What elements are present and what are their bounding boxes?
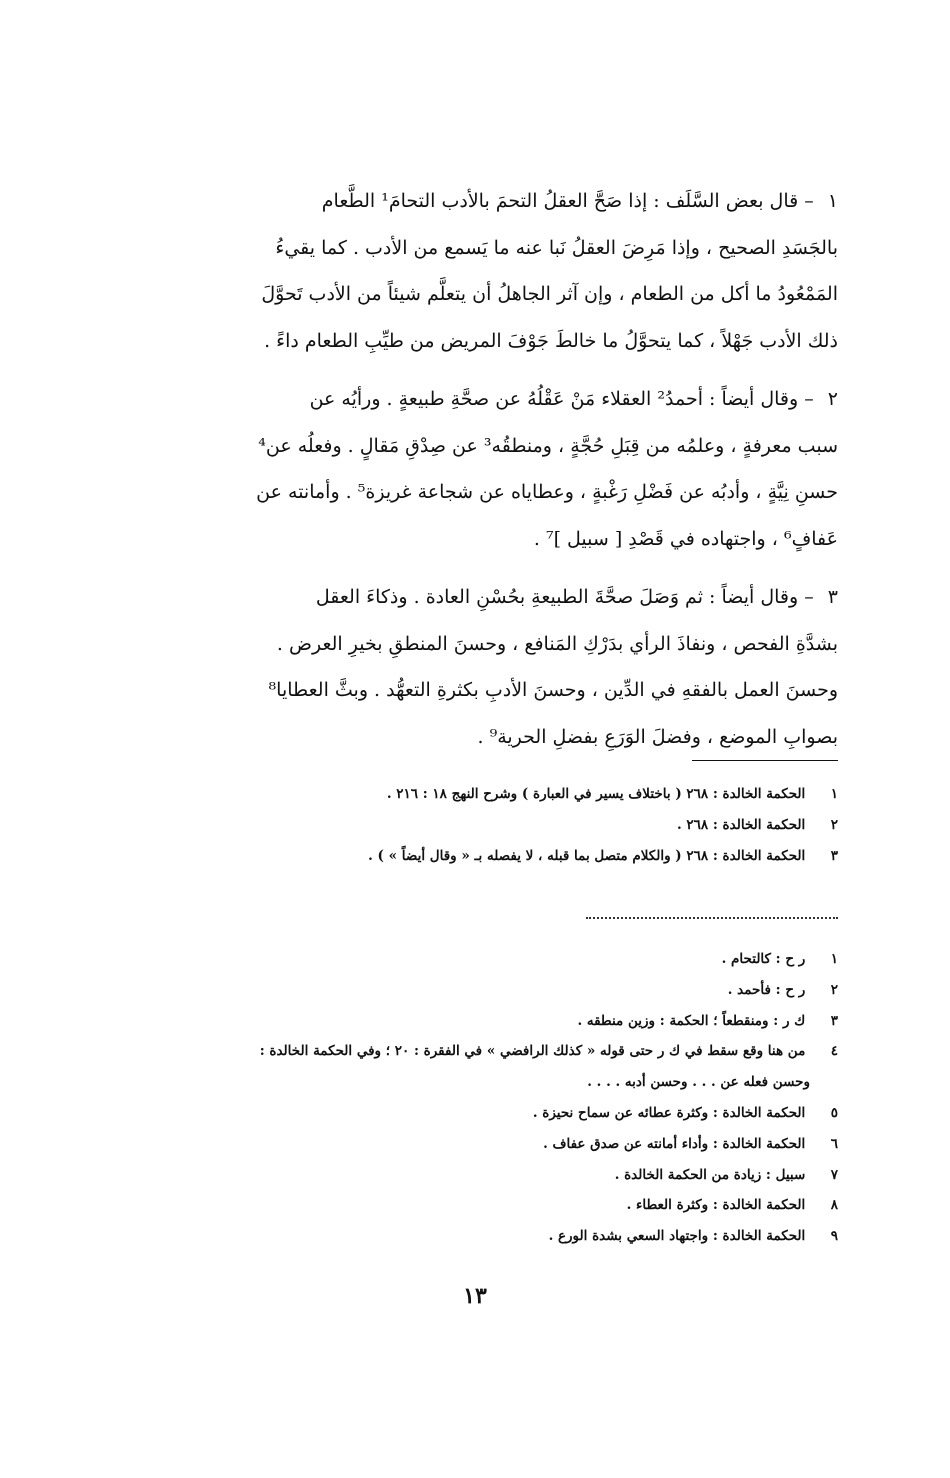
paragraph-number: ٣ bbox=[827, 586, 838, 608]
note-number: ٢ bbox=[830, 817, 838, 833]
note-text: وحسن فعله عن . . . وحسن أدبه . . . . bbox=[587, 1074, 810, 1091]
variant-note bbox=[98, 1190, 838, 1221]
paragraph-2 bbox=[118, 376, 838, 562]
variant-note bbox=[98, 1006, 838, 1037]
variant-note bbox=[98, 975, 838, 1006]
text-line: – وقال أيضاً : ثم وَصَلَ صحَّةَ الطبيعةِ بحُسْنِ العادة . وذكاءَ العقل bbox=[315, 586, 814, 608]
note-number: ١ bbox=[830, 786, 838, 802]
note-text: الحكمة الخالدة : ٢٦٨ . bbox=[677, 817, 806, 833]
source-note bbox=[118, 841, 838, 872]
paragraph-number: ١ bbox=[827, 190, 838, 212]
source-note bbox=[118, 810, 838, 841]
note-text: الحكمة الخالدة : وكثرة عطائه عن سماح نحيزة . bbox=[532, 1104, 806, 1121]
paragraph-3 bbox=[118, 574, 838, 760]
note-text: الحكمة الخالدة : واجتهاد السعي بشدة الورع . bbox=[548, 1228, 806, 1245]
text-line: المَمْعُودُ ما أكل من الطعام ، وإن آثر الجاهلُ أن يتعلَّم شيئاً من الأدب تَحوَّلَ bbox=[261, 283, 838, 305]
note-text: ر ح : فأحمد . bbox=[727, 981, 806, 998]
text-line: ذلك الأدب جَهْلاً ، كما يتحوَّلُ ما خالطَ جَوْفَ المريض من طيِّبِ الطعام داءً . bbox=[264, 329, 838, 352]
text-line: عَفافٍ⁶ ، واجتهاده في قَصْدِ [ سبيل ]⁷ . bbox=[533, 527, 838, 550]
page-number: ١٣ bbox=[463, 1283, 487, 1309]
text-line: بالجَسَدِ الصحيح ، وإذا مَرِضَ العقلُ نَبا عنه ما يَسمع من الأدب . كما يقيءُ bbox=[275, 236, 838, 259]
note-number: ١ bbox=[830, 951, 838, 967]
variant-note bbox=[98, 1160, 838, 1191]
note-text: من هنا وقع سقط في ك ر حتى قوله « كذلك الرافضي » في الفقرة : ٢٠ ؛ وفي الحكمة الخالدة : bbox=[259, 1043, 806, 1060]
note-number: ٥ bbox=[830, 1104, 838, 1121]
note-number: ٧ bbox=[830, 1166, 838, 1183]
variant-note bbox=[98, 1036, 838, 1067]
text-line: بشدَّةِ الفحص ، ونفاذَ الرأي بدَرْكِ المَنافع ، وحسنَ المنطقِ بخيرِ العرض . bbox=[276, 632, 838, 655]
note-text: ر ح : كالتحام . bbox=[721, 951, 806, 967]
paragraph-number: ٢ bbox=[827, 388, 838, 410]
note-number: ٣ bbox=[830, 1012, 838, 1029]
text-line: سبب معرفةٍ ، وعلمُه من قِبَلِ حُجَّةٍ ، ومنطقُه³ عن صِدْقِ مَقالٍ . وفعلُه عن⁴ bbox=[258, 434, 838, 457]
source-note bbox=[118, 779, 838, 810]
note-number: ٢ bbox=[830, 981, 838, 998]
text-line: حسنِ نِيَّةٍ ، وأدبُه عن فَضْلِ رَغْبةٍ ، وعطاياه عن شجاعة غريزة⁵ . وأمانته عن bbox=[256, 481, 838, 503]
note-text: ك ر : ومنقطعاً ؛ الحكمة : وزين منطقه . bbox=[577, 1012, 806, 1029]
note-text: الحكمة الخالدة : وأداء أمانته عن صدق عفاف . bbox=[543, 1135, 806, 1152]
dotted-divider bbox=[586, 917, 838, 919]
variant-note bbox=[98, 1098, 838, 1129]
text-line: وحسنَ العمل بالفقهِ في الدِّين ، وحسنَ الأدبِ بكثرةِ التعهُّد . وبثَّ العطايا⁸ bbox=[268, 679, 838, 701]
note-text: الحكمة الخالدة : ٢٦٨ ( باختلاف يسير في العبارة ) وشرح النهج ١٨ : ٢١٦ . bbox=[386, 786, 806, 802]
main-text bbox=[118, 178, 838, 772]
variant-note bbox=[98, 1221, 838, 1252]
note-text: سبيل : زيادة من الحكمة الخالدة . bbox=[614, 1166, 806, 1183]
text-line: – قال بعض السَّلَف : إذا صَحَّ العقلُ التحمَ بالأدب التحامَ¹ الطَّعام bbox=[321, 190, 814, 212]
note-number: ٣ bbox=[830, 848, 838, 864]
note-text: الحكمة الخالدة : ٢٦٨ ( والكلام متصل بما قبله ، لا يفصله بـ « وقال أيضاً » ) . bbox=[368, 848, 806, 864]
text-line: بصوابِ الموضع ، وفضلَ الوَرَعِ بفضلِ الحرية⁹ . bbox=[477, 725, 838, 748]
source-notes bbox=[118, 760, 838, 872]
note-text: الحكمة الخالدة : وكثرة العطاء . bbox=[626, 1197, 806, 1214]
note-number: ٤ bbox=[830, 1043, 838, 1060]
footnote-divider bbox=[692, 760, 838, 761]
note-number: ٦ bbox=[830, 1135, 838, 1152]
paragraph-1 bbox=[118, 178, 838, 364]
text-line: – وقال أيضاً : أحمدُ² العقلاء مَنْ عَقْلُهُ عن صحَّةِ طبيعةٍ . ورأيُه عن bbox=[309, 388, 814, 410]
variant-note bbox=[98, 1129, 838, 1160]
note-number: ٨ bbox=[830, 1197, 838, 1214]
variant-note bbox=[98, 944, 838, 975]
variant-note-continuation bbox=[98, 1067, 838, 1098]
variant-notes bbox=[98, 944, 838, 1252]
note-number: ٩ bbox=[830, 1228, 838, 1245]
